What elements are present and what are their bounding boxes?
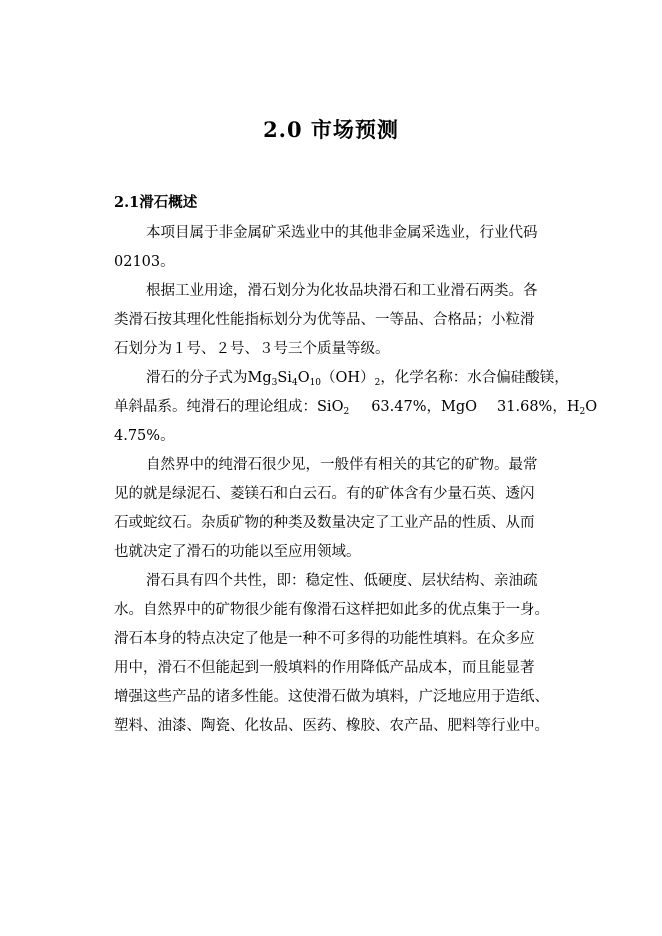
formula-line: [146, 367, 616, 389]
section-heading: 2.1滑石概述: [114, 194, 198, 211]
paragraph-line: 见的就是绿泥石、菱镁石和白云石。有的矿体含有少量石英、透闪: [114, 486, 535, 502]
page-title: 2.0 市场预测: [263, 117, 399, 142]
paragraph-line: 本项目属于非金属矿采选业中的其他非金属采选业，行业代码: [146, 225, 538, 241]
paragraph-line: 水。自然界中的矿物很少能有像滑石这样把如此多的优点集于一身。: [114, 602, 549, 618]
h2o-o: O: [585, 399, 598, 415]
composition-label: 单斜晶系。纯滑石的理论组成：: [114, 399, 317, 415]
sio2-value: 63.47%，: [371, 399, 441, 415]
composition-line: [114, 396, 598, 418]
formula-oh-sub: 2: [374, 378, 381, 388]
paragraph-line: 滑石具有四个共性，即：稳定性、低硬度、层状结构、亲油疏: [146, 573, 538, 589]
h2o-sub: 2: [579, 407, 586, 417]
paragraph-line: 也就决定了滑石的功能以至应用领域。: [114, 544, 361, 560]
paragraph-line: 类滑石按其理化性能指标划分为优等品、一等品、合格品；小粒滑: [114, 312, 535, 328]
paragraph-line: 自然界中的纯滑石很少见，一般伴有相关的其它的矿物。最常: [146, 457, 538, 473]
paragraph-line: 02103。: [114, 254, 175, 270]
formula-suffix: ，化学名称：水合偏硅酸镁，: [380, 370, 569, 386]
paragraph-line: 用中，滑石不但能起到一般填料的作用降低产品成本，而且能显著: [114, 660, 535, 676]
paragraph-line: 增强这些产品的诸多性能。这使滑石做为填料，广泛地应用于造纸、: [114, 689, 549, 705]
formula-oh: （OH）: [321, 370, 375, 386]
sio2-formula: SiO: [317, 399, 344, 415]
mgo-formula: MgO: [441, 399, 478, 415]
formula-si: Si: [277, 370, 292, 386]
paragraph-line: 塑料、油漆、陶瓷、化妆品、医药、橡胶、农产品、肥料等行业中。: [114, 718, 549, 734]
formula-o: O: [297, 370, 310, 386]
paragraph-line: 4.75%。: [114, 428, 175, 444]
paragraph-line: 根据工业用途，滑石划分为化妆品块滑石和工业滑石两类。各: [146, 283, 538, 299]
formula-si-sub: 4: [291, 378, 298, 388]
paragraph-line: 石划分为１号、２号、３号三个质量等级。: [114, 341, 390, 357]
formula-mg-sub: 3: [271, 378, 278, 388]
formula-prefix: 滑石的分子式为: [146, 370, 248, 386]
formula-mg: Mg: [247, 370, 272, 386]
sio2-sub: 2: [343, 407, 350, 417]
h2o-h: H: [566, 399, 580, 415]
formula-o-sub: 10: [309, 378, 322, 388]
mgo-value: 31.68%，: [497, 399, 567, 415]
paragraph-line: 滑石本身的特点决定了他是一种不可多得的功能性填料。在众多应: [114, 631, 535, 647]
paragraph-line: 石或蛇纹石。杂质矿物的种类及数量决定了工业产品的性质、从而: [114, 515, 535, 531]
